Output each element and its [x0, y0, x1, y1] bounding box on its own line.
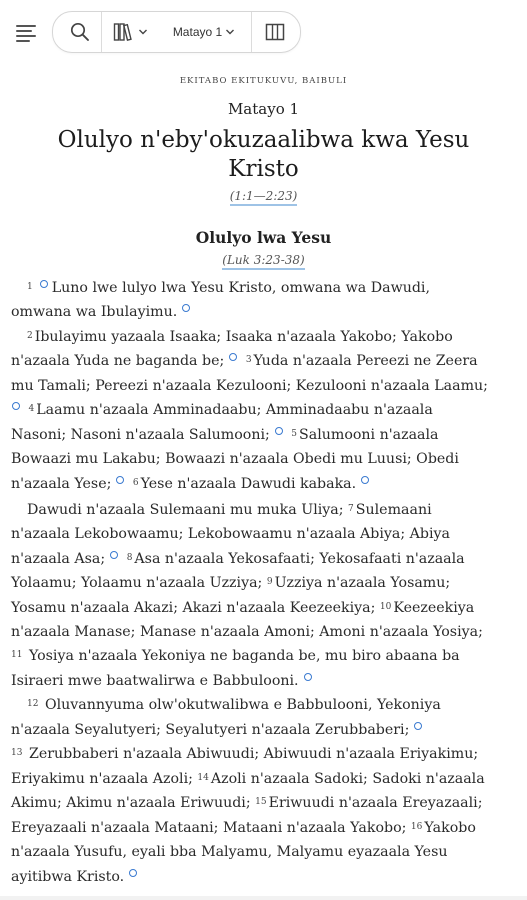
search-icon — [70, 22, 90, 42]
verse-number[interactable]: 4 — [28, 404, 35, 414]
verse-number[interactable]: 11 — [11, 650, 23, 660]
verse-number[interactable]: 10 — [379, 602, 392, 612]
verse-line: n'azaala Yuda ne baganda be; $^3$ Yuda n'azaala Pereezi ne Zeera — [11, 353, 478, 369]
parallel-view-button[interactable] — [253, 12, 297, 52]
verse-number[interactable]: 8 — [126, 553, 133, 563]
book-chapter-label: Matayo 1 — [172, 25, 223, 39]
verse-number[interactable]: 14 — [197, 773, 209, 783]
verse-line: Dawudi n'azaala Sulemaani mu muka Uliya; $^7$ Sulemaani — [27, 502, 432, 518]
note-marker-icon[interactable] — [229, 353, 237, 361]
verse-line: Isiraeri mwe baatwalirwa e Babbulooni. — [11, 673, 316, 689]
verse-number[interactable]: 7 — [348, 504, 354, 514]
book-chapter-selector[interactable] — [159, 12, 249, 52]
verse-number[interactable]: 16 — [410, 822, 423, 832]
note-marker-icon[interactable] — [182, 304, 190, 312]
note-marker-icon[interactable] — [275, 427, 283, 435]
chevron-down-icon — [225, 28, 235, 36]
parallel-view-icon — [265, 23, 285, 41]
verse-line: $^1$ Luno lwe lulyo lwa Yesu Kristo, omwana wa Dawudi, — [27, 280, 430, 296]
verse-line: n'azaala Yese; $^6$ Yese n'azaala Dawudi kabaka. — [11, 476, 373, 492]
library-icon — [113, 22, 137, 42]
verse-line: Akimu; Akimu n'azaala Eriwuudi; $^{15}$ Eriwuudi n'azaala Ereyazaali; — [11, 795, 483, 811]
verse-number[interactable]: 12 — [27, 699, 39, 709]
verse-line: $^2$ Ibulayimu yazaala Isaaka; Isaaka n'azaala Yakobo; Yakobo — [27, 329, 453, 345]
verse-number[interactable]: 1 — [27, 282, 33, 292]
top-bar — [0, 0, 527, 62]
verse-line: n'azaala Manase; Manase n'azaala Amoni; Amoni n'azaala Yosiya; — [11, 624, 483, 640]
verse-number[interactable]: 6 — [132, 478, 139, 488]
note-marker-icon[interactable] — [110, 551, 118, 559]
search-button[interactable] — [59, 12, 101, 52]
section-cross-reference[interactable]: (Luk 3:23-38) — [0, 253, 527, 267]
note-marker-icon[interactable] — [116, 476, 124, 484]
section-heading: Olulyo lwa Yesu — [195, 228, 332, 247]
verse-line: $^{11}$ Yosiya n'azaala Yekoniya ne baganda be, mu biro abaana ba — [11, 648, 460, 664]
verse-line: $^{13}$ Zerubbaberi n'azaala Abiwuudi; Abiwuudi n'azaala Eriyakimu; — [11, 746, 479, 762]
verse-line: n'azaala Yusufu, eyali bba Malyamu, Malyamu eyazaala Yesu — [11, 844, 448, 860]
verse-line: n'azaala Asa; $^8$ Asa n'azaala Yekosafaati; Yekosafaati n'azaala — [11, 551, 465, 567]
toolbar-divider — [101, 12, 102, 52]
note-marker-icon[interactable] — [304, 673, 312, 681]
note-marker-icon[interactable] — [40, 280, 48, 288]
verse-line: Yolaamu; Yolaamu n'azaala Uzziya; $^9$ Uzziya n'azaala Yosamu; — [11, 575, 451, 591]
verse-number[interactable]: 5 — [291, 429, 298, 439]
chapter-reference: Matayo 1 — [227, 100, 300, 118]
verse-number[interactable]: 9 — [266, 577, 273, 587]
note-marker-icon[interactable] — [129, 869, 137, 877]
verse-line: Bowaazi mu Lakabu; Bowaazi n'azaala Obedi mu Luusi; Obedi — [11, 451, 459, 467]
verse-number[interactable]: 13 — [11, 748, 23, 758]
title-cross-reference[interactable]: (1:1—2:23) — [0, 189, 527, 203]
verse-line: Eriyakimu n'azaala Azoli; $^{14}$ Azoli n'azaala Sadoki; Sadoki n'azaala — [11, 771, 485, 787]
menu-icon[interactable] — [16, 22, 38, 44]
verse-line: mu Tamali; Pereezi n'azaala Kezulooni; Kezulooni n'azaala Laamu; — [11, 378, 488, 394]
note-marker-icon[interactable] — [414, 722, 422, 730]
note-marker-icon[interactable] — [361, 476, 369, 484]
verse-line: omwana wa Ibulayimu. — [11, 304, 194, 320]
toolbar-divider — [251, 12, 252, 52]
verse-number[interactable]: 15 — [255, 797, 267, 807]
reader-toolbar — [52, 11, 301, 53]
verse-line: Nasoni; Nasoni n'azaala Salumooni; $^5$ Salumooni n'azaala — [11, 427, 439, 443]
chapter-title — [0, 126, 527, 184]
verse-line: n'azaala Seyalutyeri; Seyalutyeri n'azaala Zerubbaberi; — [11, 722, 426, 738]
verse-line: $^{12}$ Oluvannyuma olw'okutwalibwa e Babbulooni, Yekoniya — [27, 697, 441, 713]
bottom-edge — [0, 896, 527, 900]
verse-line: Ereyazaali n'azaala Mataani; Mataani n'azaala Yakobo; $^{16}$ Yakobo — [11, 820, 476, 836]
chapter-title-line-1: Olulyo n'eby'okuzaalibwa kwa Yesu — [57, 127, 470, 153]
note-marker-icon[interactable] — [12, 402, 20, 410]
verse-line: Yosamu n'azaala Akazi; Akazi n'azaala Keezeekiya; $^{10}$ Keezeekiya — [11, 600, 475, 616]
library-button[interactable] — [105, 12, 155, 52]
bible-version-subtitle: EKITABO EKITUKUVU, BAIBULI — [179, 76, 348, 86]
verse-number[interactable]: 3 — [245, 355, 252, 365]
chevron-down-icon — [138, 28, 148, 36]
verse-line: ayitibwa Kristo. — [11, 869, 141, 885]
verse-number[interactable]: 2 — [27, 331, 33, 341]
verse-line: n'azaala Lekobowaamu; Lekobowaamu n'azaala Abiya; Abiya — [11, 526, 451, 542]
chapter-title-line-2: Kristo — [228, 156, 299, 182]
verse-line: $^4$ Laamu n'azaala Amminadaabu; Amminadaabu n'azaala — [7, 402, 433, 418]
